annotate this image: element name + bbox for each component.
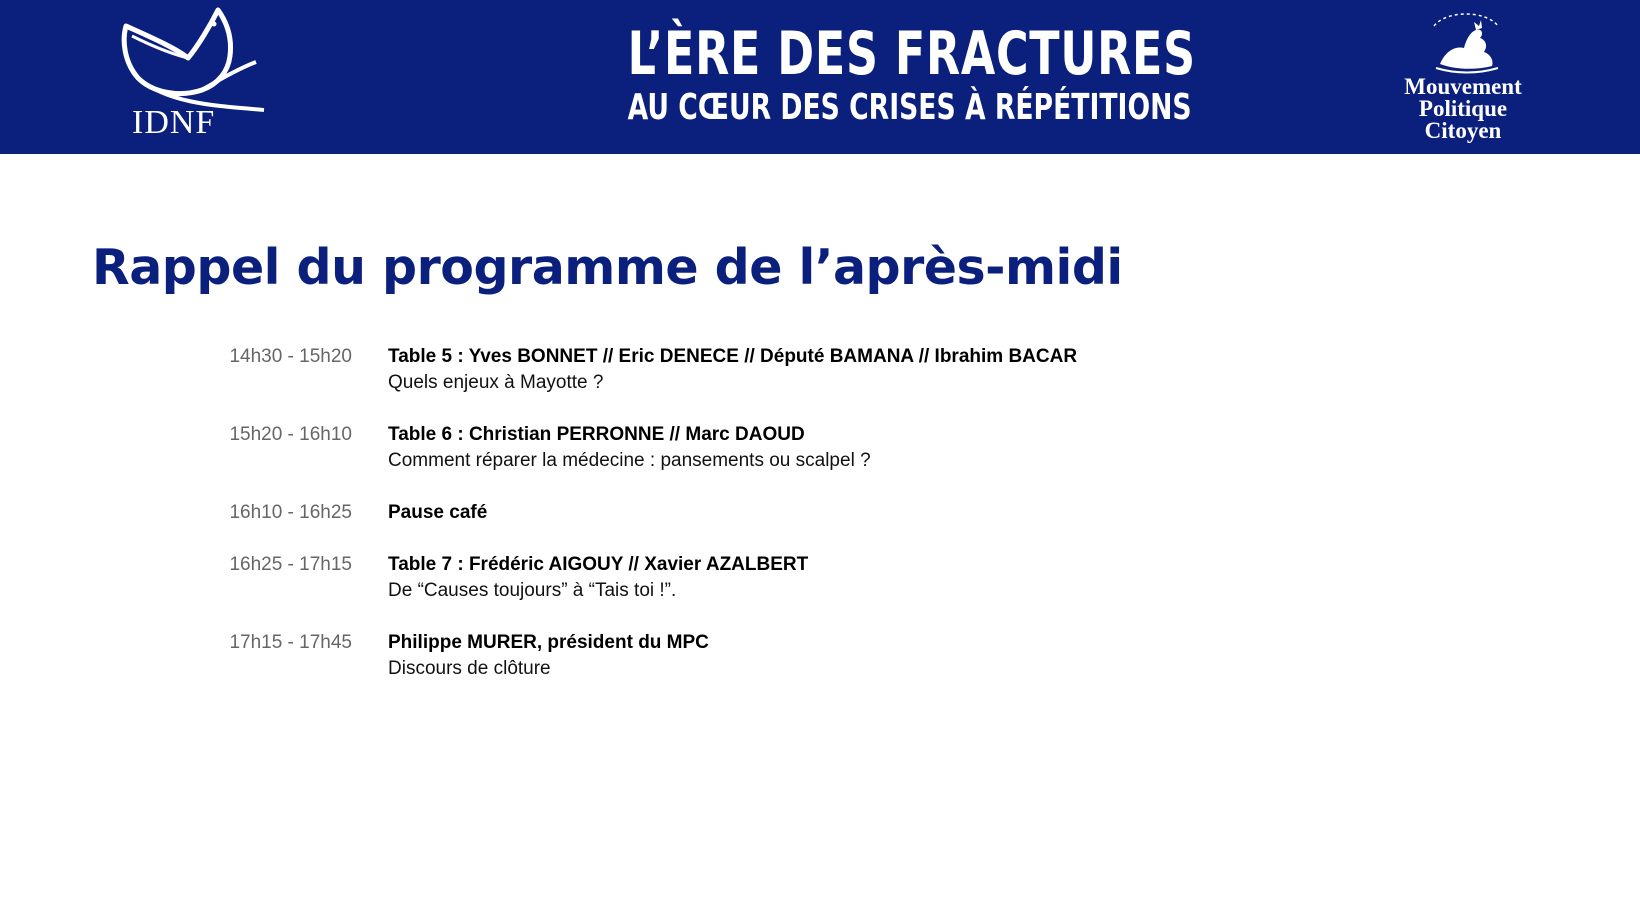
page-title: Rappel du programme de l’après-midi xyxy=(92,239,1123,296)
program-time: 14h30 - 15h20 xyxy=(229,346,352,367)
program-row xyxy=(0,344,1640,422)
program-row xyxy=(0,630,1640,708)
program-row xyxy=(0,552,1640,630)
program-subtitle: Quels enjeux à Mayotte ? xyxy=(388,372,604,393)
program-entry xyxy=(388,500,487,526)
program-time: 17h15 - 17h45 xyxy=(229,632,352,653)
event-title-line1: L’ÈRE DES FRACTURES xyxy=(627,19,1196,89)
idnf-logo xyxy=(118,6,268,144)
program-time: 16h25 - 17h15 xyxy=(229,554,352,575)
rooster-icon xyxy=(1426,6,1506,76)
program-title: Pause café xyxy=(388,502,488,523)
program-subtitle: Comment réparer la médecine : pansements ou scalpel ? xyxy=(388,450,871,471)
program-entry xyxy=(388,630,709,682)
program-entry xyxy=(388,552,808,604)
program-title: Table 6 : Christian PERRONNE // Marc DAOUD xyxy=(388,424,805,445)
event-title xyxy=(560,19,1196,128)
mpc-logo-line3: Citoyen xyxy=(1424,118,1502,143)
event-subtitle-line2: AU CŒUR DES CRISES À RÉPÉTITIONS xyxy=(627,87,1192,128)
program-entry xyxy=(388,422,871,474)
program-time: 15h20 - 16h10 xyxy=(229,424,352,445)
mpc-logo-line2: Politique xyxy=(1418,96,1508,121)
idnf-logo-text: IDNF xyxy=(132,104,216,141)
mpc-logo-text xyxy=(1388,76,1538,142)
program-row xyxy=(0,500,1640,552)
program-subtitle: Discours de clôture xyxy=(388,658,551,679)
program-title: Table 5 : Yves BONNET // Eric DENECE // Député BAMANA // Ibrahim BACAR xyxy=(388,346,1078,367)
program-row xyxy=(0,422,1640,500)
program-time: 16h10 - 16h25 xyxy=(229,502,352,523)
mpc-logo xyxy=(1388,6,1548,148)
program-entry xyxy=(388,344,1077,396)
program-title: Philippe MURER, président du MPC xyxy=(388,632,709,653)
dove-icon xyxy=(118,6,268,116)
mpc-logo-line1: Mouvement xyxy=(1404,74,1522,99)
program-subtitle: De “Causes toujours” à “Tais toi !”. xyxy=(388,580,677,601)
header-banner xyxy=(0,0,1640,154)
program-list xyxy=(0,344,1640,708)
program-title: Table 7 : Frédéric AIGOUY // Xavier AZALBERT xyxy=(388,554,809,575)
